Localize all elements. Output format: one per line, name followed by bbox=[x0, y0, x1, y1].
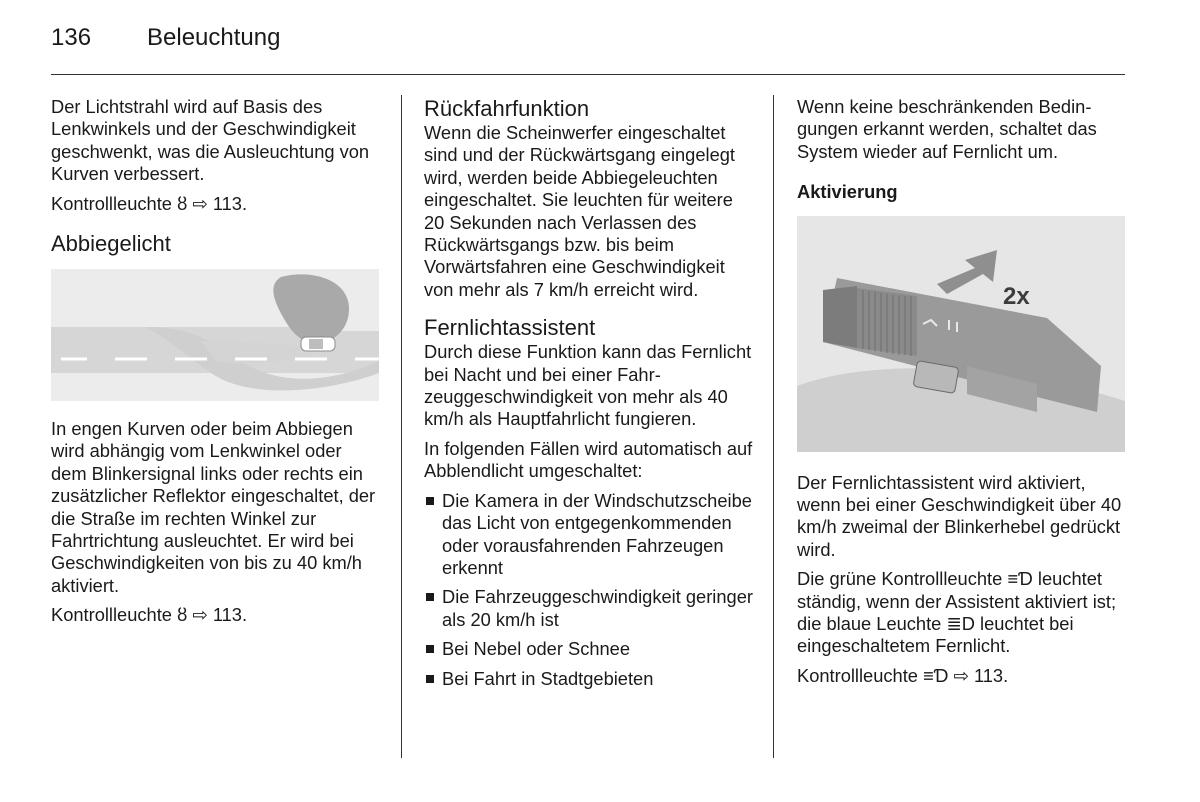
indicator-reference-2: Kontrollleuchte ȣ ⇨ 113. bbox=[51, 604, 248, 626]
column-divider-2 bbox=[773, 95, 774, 758]
headlight-beam-illustration bbox=[51, 269, 379, 401]
column-1 bbox=[51, 96, 381, 634]
section-heading-abbiegelicht: Abbiegelicht bbox=[51, 231, 171, 257]
list-item: Die Fahrzeuggeschwindigkeit geringer als 20 km/h ist bbox=[424, 586, 756, 631]
conditions-list bbox=[424, 490, 756, 690]
list-item: Bei Fahrt in Stadtgebieten bbox=[424, 668, 756, 690]
indicator-reference-3: Kontrollleuchte ≡Ɗ ⇨ 113. bbox=[797, 664, 1009, 686]
fernlichtassistent-conditions-intro: In folgenden Fällen wird automatisch auf Abblendlicht umgeschaltet: bbox=[424, 437, 753, 482]
column-divider-1 bbox=[401, 95, 402, 758]
section-heading-fernlichtassistent: Fernlichtassistent bbox=[424, 315, 596, 341]
abbiegelicht-description: In engen Kurven oder beim Abbiegen wird abhängig vom Lenkwinkel oder dem Blinkersignal links oder rechts ein zusätzlicher Reflektor eingeschaltet, der die Straße im rechten Winkel zur Fahrtrichtung ausleuchtet. Er wird bei Geschwindigkeiten von bis zu 40 km/h aktiviert. bbox=[51, 418, 376, 596]
subheading-aktivierung: Aktivierung bbox=[797, 181, 898, 203]
list-item: Die Kamera in der Windschutzscheibe das Licht von entgegenkommenden oder vorausfahrenden Fahrzeugen erkennt bbox=[424, 490, 756, 580]
page-header bbox=[51, 24, 280, 58]
fernlicht-return-paragraph: Wenn keine beschränkenden Bedingungen erkannt werden, schaltet das System wieder auf Fernlicht um. bbox=[797, 96, 1097, 162]
page-number: 136 bbox=[51, 24, 92, 51]
column-3 bbox=[797, 96, 1127, 694]
press-count-label: 2x bbox=[1003, 282, 1030, 310]
activation-description: Der Fernlichtassistent wird aktiviert, wenn bei einer Geschwindigkeit über 40 km/h zweimal der Blinkerhebel gedrückt wird. bbox=[797, 471, 1122, 560]
fernlichtassistent-description: Durch diese Funktion kann das Fernlicht bei Nacht und bei einer Fahrzeuggeschwindigkeit von mehr als 40 km/h als Hauptfahrlicht fungieren. bbox=[424, 341, 752, 430]
indicator-reference: Kontrollleuchte ȣ ⇨ 113. bbox=[51, 192, 248, 214]
turn-signal-lever-illustration bbox=[797, 216, 1125, 452]
indicator-description: Die grüne Kontrollleuchte ≡Ɗ leuchtet ständig, wenn der Assistent aktiviert ist; die blaue Leuchte ≣D leuchtet bei eingeschaltetem Fernlicht. bbox=[797, 568, 1117, 657]
column-2 bbox=[424, 96, 756, 697]
section-heading-rueckfahrfunktion: Rückfahrfunktion bbox=[424, 96, 590, 121]
list-item: Bei Nebel oder Schnee bbox=[424, 638, 756, 660]
rueckfahrfunktion-description: Wenn die Scheinwerfer eingeschaltet sind und der Rückwärtsgang eingelegt wird, werden beide Abbiegeleuchten eingeschaltet. Sie leuchten für weitere 20 Sekunden nach Verlassen des Rückwärtsgangs bzw. bis beim Vorwärtsfahren eine Geschwindigkeit von mehr als 7 km/h erreicht wird. bbox=[424, 122, 735, 300]
header-rule bbox=[51, 74, 1125, 75]
intro-paragraph: Der Lichtstrahl wird auf Basis des Lenkwinkels und der Geschwindigkeit geschwenkt, was die Ausleuchtung von Kurven verbessert. bbox=[51, 96, 370, 185]
chapter-title: Beleuchtung bbox=[147, 24, 281, 51]
